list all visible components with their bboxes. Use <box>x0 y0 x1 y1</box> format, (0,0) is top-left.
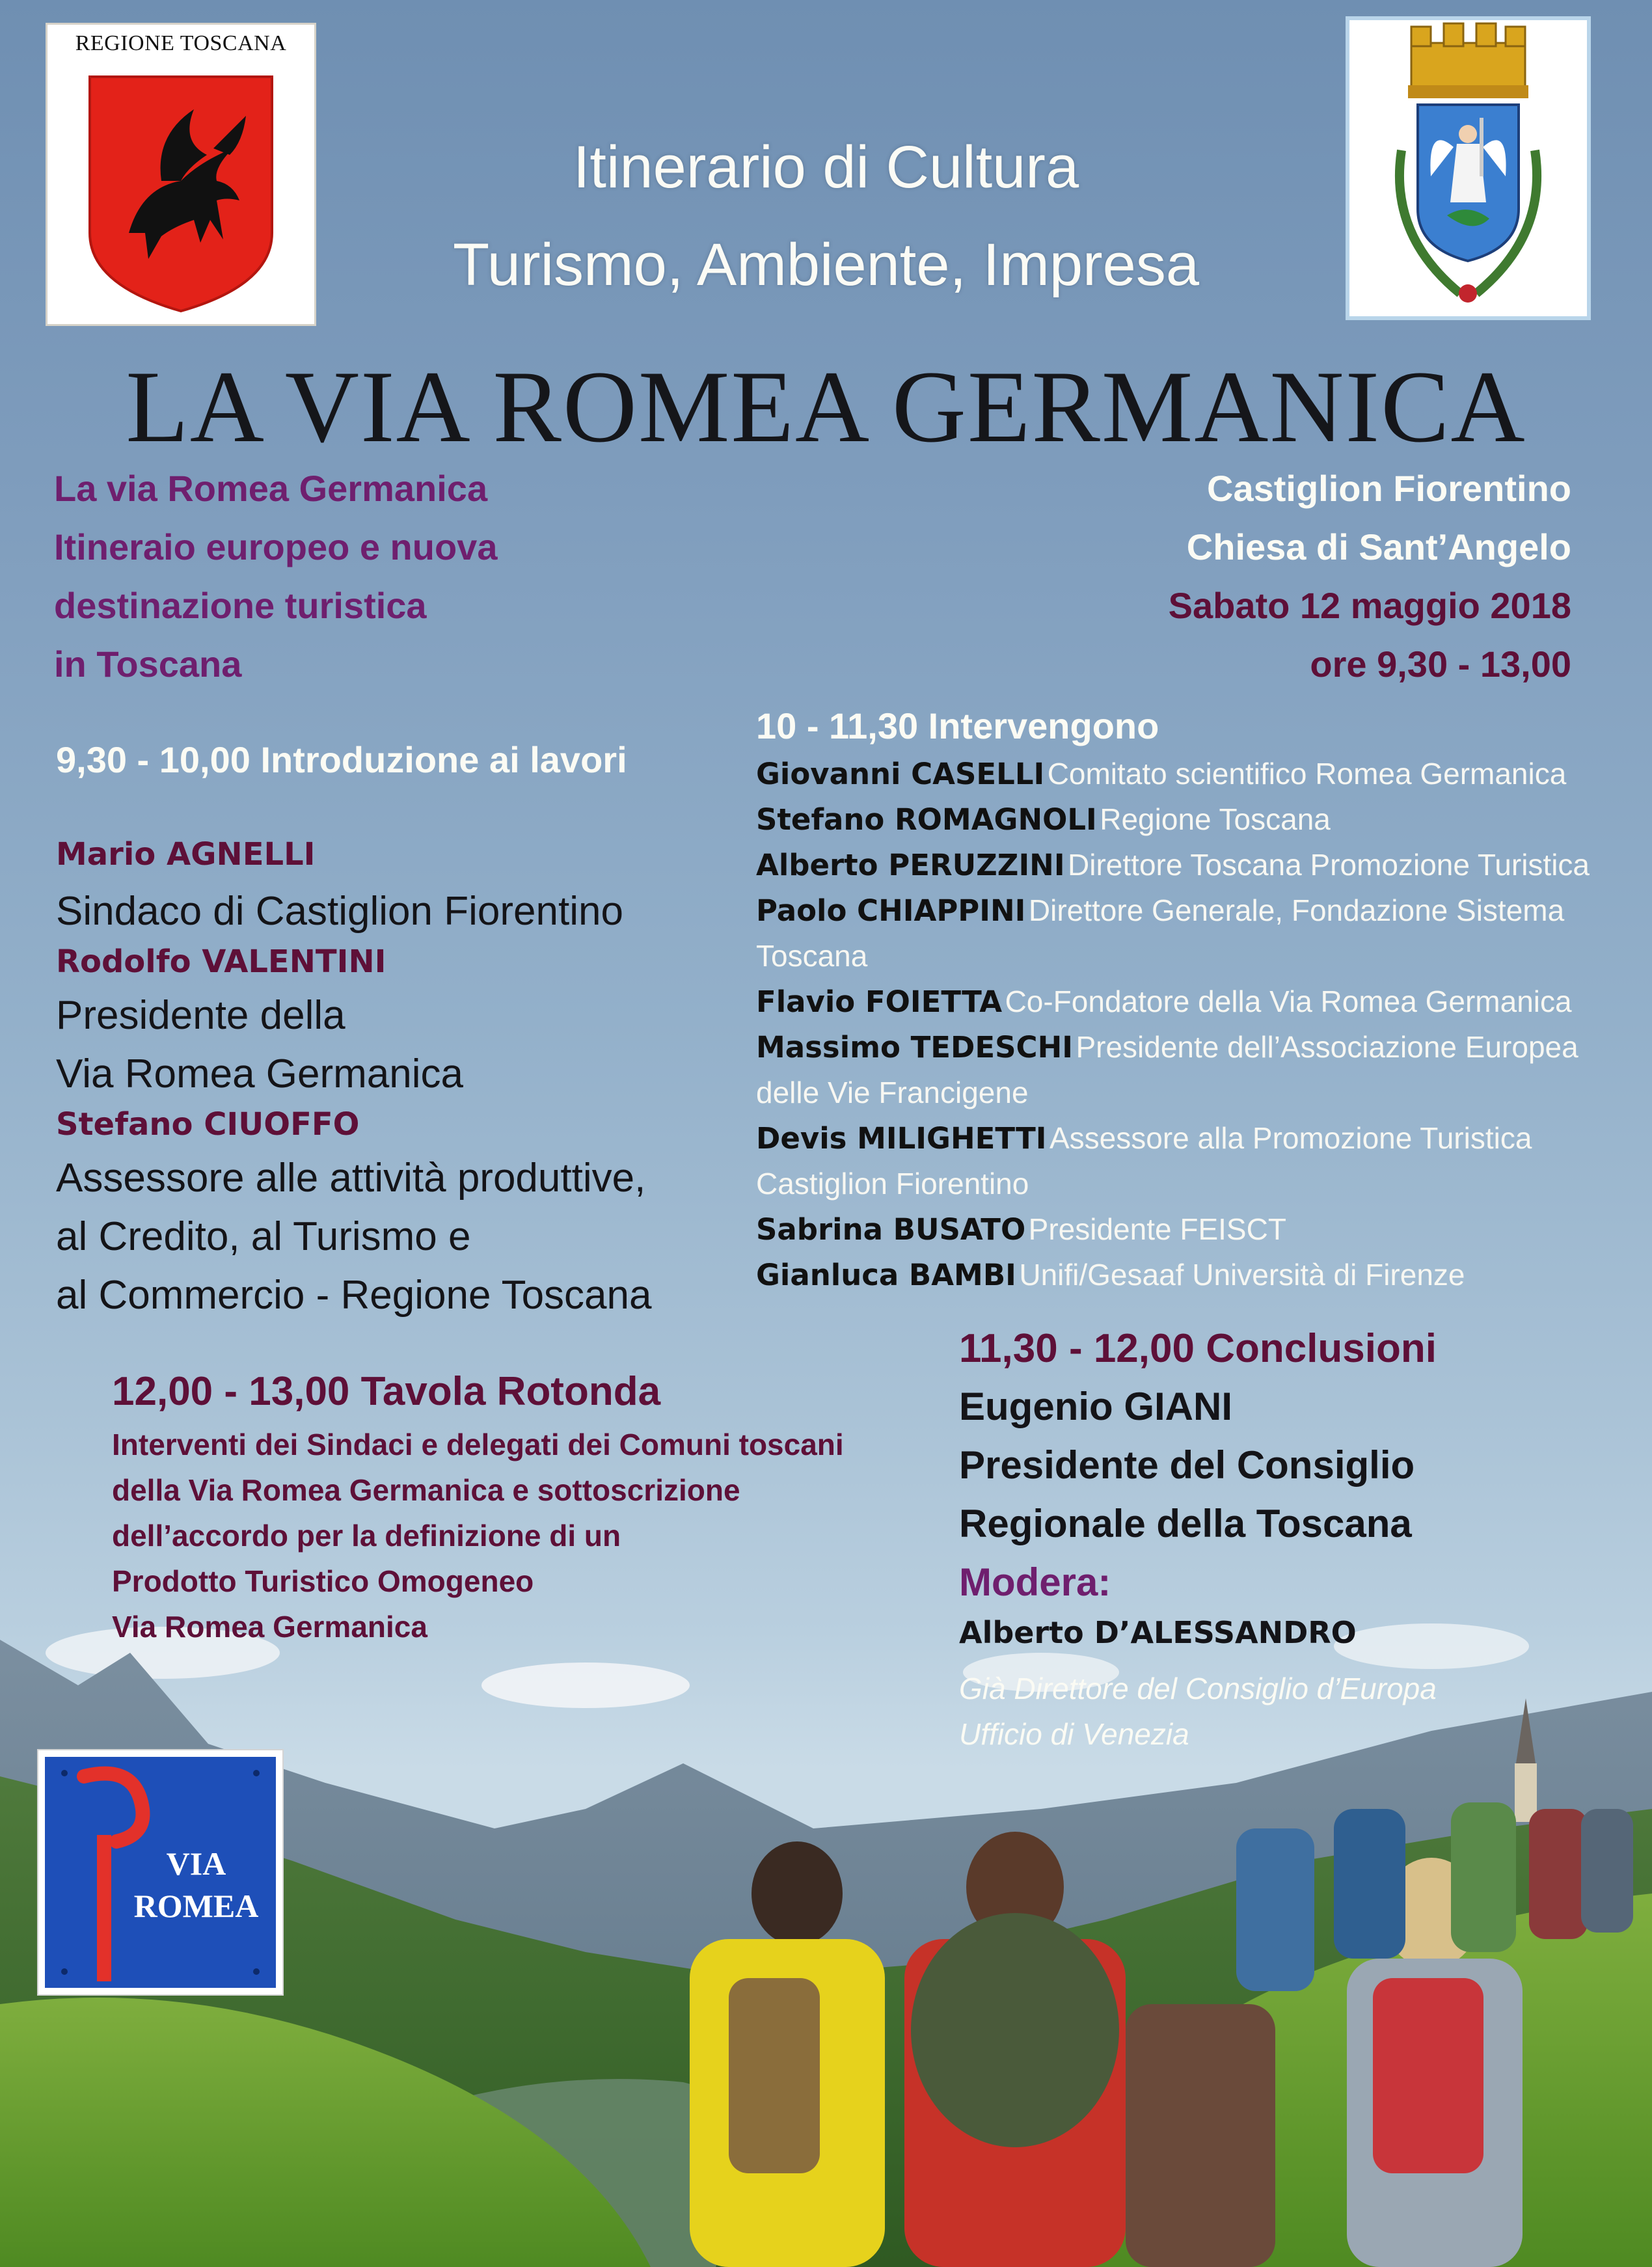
speaker-role: Direttore Generale, Fondazione Sistema <box>1028 893 1565 927</box>
moderator-role: Già Direttore del Consiglio d’Europa <box>959 1672 1437 1705</box>
speaker-role: Presidente FEISCT <box>1028 1212 1286 1246</box>
speaker-role: Co-Fondatore della Via Romea Germanica <box>1005 984 1572 1018</box>
moderator-label: Modera: <box>959 1560 1111 1604</box>
speaker-row <box>756 1120 1532 1156</box>
speaker-name: Flavio FOIETTA <box>756 984 1003 1019</box>
header-line-2: Turismo, Ambiente, Impresa <box>453 232 1199 298</box>
speaker-name: Sabrina BUSATO <box>756 1212 1026 1247</box>
conclusions-line: Eugenio GIANI <box>959 1385 1232 1428</box>
conclusions-heading: 11,30 - 12,00 Conclusioni <box>959 1326 1437 1371</box>
subtitle-line: in Toscana <box>54 644 242 685</box>
speaker-name: Massimo TEDESCHI <box>756 1030 1073 1065</box>
round-table-line: Prodotto Turistico Omogeneo <box>112 1564 534 1598</box>
speaker-row-cont <box>756 938 867 973</box>
speaker-row <box>756 802 1331 837</box>
event-date: Sabato 12 maggio 2018 <box>1168 585 1571 626</box>
speaker-row-cont <box>756 1166 1029 1201</box>
conclusions-line: Regionale della Toscana <box>959 1502 1412 1545</box>
speaker-row <box>756 1212 1286 1247</box>
subtitle-line: destinazione turistica <box>54 585 427 626</box>
intro-role: Sindaco di Castiglion Fiorentino <box>56 889 623 934</box>
speaker-name: Devis MILIGHETTI <box>756 1121 1047 1156</box>
header-line-1: Itinerario di Cultura <box>573 134 1079 200</box>
intro-name: Rodolfo VALENTINI <box>56 943 386 980</box>
speaker-name: Giovanni CASELLI <box>756 757 1045 791</box>
subtitle-line: Itineraio europeo e nuova <box>54 526 498 567</box>
intro-heading: 9,30 - 10,00 Introduzione ai lavori <box>56 739 627 780</box>
speaker-role: Assessore alla Promozione Turistica <box>1049 1121 1532 1155</box>
moderator-role: Ufficio di Venezia <box>959 1717 1189 1751</box>
intro-role: Presidente della <box>56 993 345 1038</box>
round-table-line: Via Romea Germanica <box>112 1610 427 1644</box>
speaker-name: Alberto PERUZZINI <box>756 848 1065 882</box>
speaker-row-cont <box>756 1075 1029 1110</box>
speaker-role: Castiglion Fiorentino <box>756 1167 1029 1201</box>
bottom-left-sign <box>37 1749 284 1996</box>
via-romea-sign-line2: ROMEA <box>133 1888 259 1924</box>
intro-role: Via Romea Germanica <box>56 1052 464 1096</box>
speaker-name: Paolo CHIAPPINI <box>756 893 1026 928</box>
regione-toscana-caption: REGIONE TOSCANA <box>75 31 287 55</box>
speaker-role: Regione Toscana <box>1100 802 1331 836</box>
speaker-role: Unifi/Gesaaf Università di Firenze <box>1019 1258 1465 1292</box>
intro-role: al Credito, al Turismo e <box>56 1214 471 1259</box>
moderator-name: Alberto D’ALESSANDRO <box>959 1615 1357 1650</box>
round-table-line: della Via Romea Germanica e sottoscrizione <box>112 1473 740 1507</box>
speaker-role: Comitato scientifico Romea Germanica <box>1047 757 1567 791</box>
round-table-line: Interventi dei Sindaci e delegati dei Comuni toscani <box>112 1428 844 1461</box>
speaker-row <box>756 847 1590 882</box>
event-city: Castiglion Fiorentino <box>1207 468 1571 509</box>
speaker-role: Toscana <box>756 939 868 973</box>
round-table-line: dell’accordo per la definizione di un <box>112 1519 621 1553</box>
intro-name: Mario AGNELLI <box>56 836 316 873</box>
intro-name: Stefano CIUOFFO <box>56 1106 360 1143</box>
speakers-heading: 10 - 11,30 Intervengono <box>756 705 1159 746</box>
event-time: ore 9,30 - 13,00 <box>1310 644 1571 685</box>
event-venue: Chiesa di Sant’Angelo <box>1186 526 1571 567</box>
intro-role: al Commercio - Regione Toscana <box>56 1273 652 1318</box>
via-romea-sign-line1: VIA <box>166 1845 226 1882</box>
intro-role: Assessore alle attività produttive, <box>56 1156 646 1201</box>
speaker-name: Gianluca BAMBI <box>756 1258 1016 1292</box>
speaker-row <box>756 756 1566 791</box>
round-table-heading: 12,00 - 13,00 Tavola Rotonda <box>112 1369 661 1414</box>
conclusions-line: Presidente del Consiglio <box>959 1443 1415 1487</box>
main-title: LA VIA ROMEA GERMANICA <box>126 350 1526 464</box>
subtitle-line: La via Romea Germanica <box>54 468 488 509</box>
speaker-row <box>756 984 1572 1019</box>
speaker-role: delle Vie Francigene <box>756 1076 1029 1109</box>
speaker-row <box>756 1257 1465 1292</box>
speaker-row <box>756 893 1564 928</box>
speaker-role: Presidente dell’Associazione Europea <box>1076 1030 1578 1064</box>
speaker-role: Direttore Toscana Promozione Turistica <box>1068 848 1590 882</box>
speaker-row <box>756 1029 1578 1065</box>
speaker-name: Stefano ROMAGNOLI <box>756 802 1097 837</box>
